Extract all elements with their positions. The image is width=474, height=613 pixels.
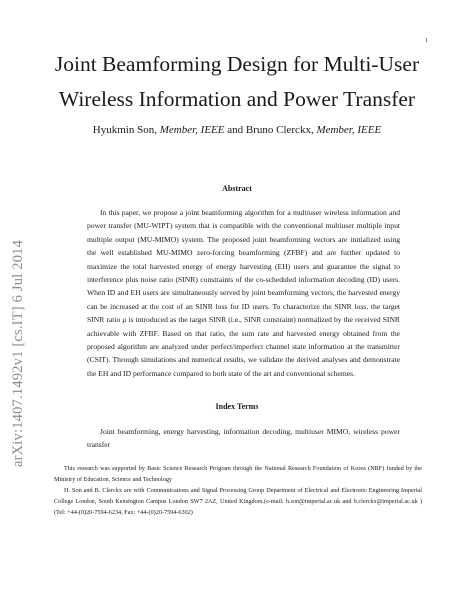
author-first-affiliation: Member, IEEE: [159, 124, 225, 136]
footnote-affiliation: H. Son and B. Clerckx are with Communications and Signal Processing Group Department of Electrical and Electronic Engineering Imperial College London, South Kensington Campus London SW7 2AZ, United Kingdom.(e-mail: h.son@imperial.ac.uk and b.clerckx@imperial.ac.uk )(Tel: +44-(0)20-7594-6234, Fax: +44-(0)20-7594-6302): [54, 487, 422, 516]
arxiv-stamp-text: arXiv:1407.1492v1 [cs.IT] 6 Jul 2014: [10, 239, 27, 467]
footnotes: [54, 463, 422, 518]
author-line: [40, 124, 434, 136]
author-joiner: and Bruno Clerckx,: [224, 124, 314, 136]
author-first: Hyukmin Son,: [92, 124, 157, 136]
page-number: 1: [425, 38, 428, 44]
arxiv-stamp: [8, 178, 30, 528]
paper-title: Joint Beamforming Design for Multi-User Wireless Information and Power Transfer: [54, 52, 420, 111]
footnote-funding: This research was supported by Basic Science Research Program through the National Research Foundation of Korea (NRF) funded by the Ministry of Education, Science and Technology: [54, 465, 422, 483]
author-second-affiliation: Member, IEEE: [316, 124, 382, 136]
index-terms-body: Joint beamforming, energy harvesting, information decoding, multiuser MIMO, wireless power transfer: [87, 427, 400, 450]
index-terms-heading: Index Terms: [215, 402, 259, 411]
abstract-heading: Abstract: [222, 184, 252, 193]
abstract-body: In this paper, we propose a joint beamforming algorithm for a multiuser wireless information and power transfer (MU-WIPT) system that is compatible with the conventional multiuser multiple input multiple output (MU-MIMO) system. The proposed joint beamforming vectors are initialized using the well established MU-MIMO zero-forcing beamforming (ZFBF) and are further updated to maximize the total harvested energy of energy harvesting (EH) users and guarantee the signal to interference plus noise ratio (SINR) constraints of the co-scheduled information decoding (ID) users. When ID and EH users are simultaneously served by joint beamforming vectors, the harvested energy can be increased at the cost of an SINR loss for ID users. To characterize the SINR loss, the target SINR ratio μ is introduced as the target SINR (i.e., SINR constraint) normalized by the received SINR achievable with ZFBF. Based on that ratio, the sum rate and harvested energy obtained from the proposed algorithm are analyzed under perfect/imperfect channel state information at the transmitter (CSIT). Through simulations and numerical results, we validate the derived analyses and demonstrate the EH and ID performance compared to both state of the art and conventional schemes.: [87, 208, 400, 378]
